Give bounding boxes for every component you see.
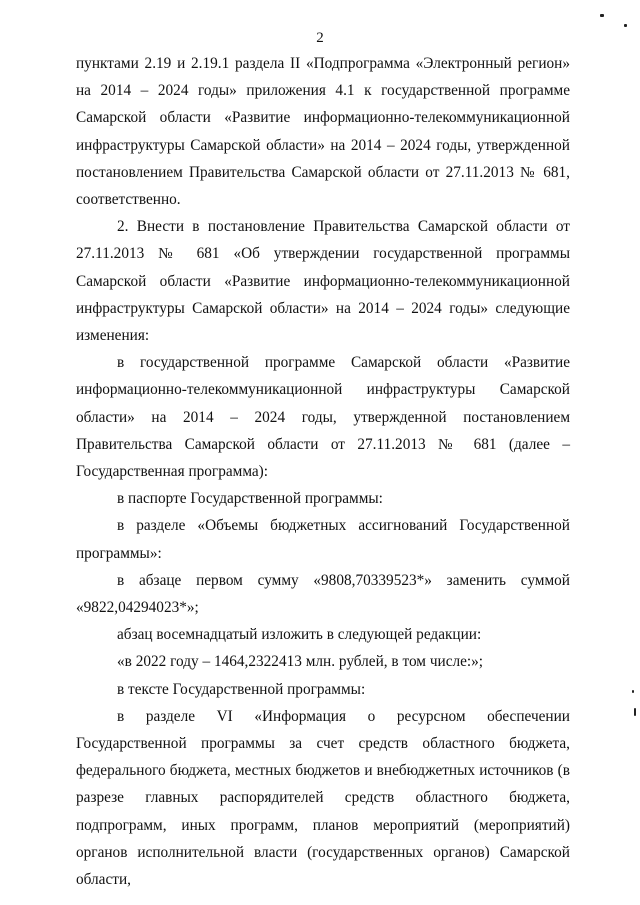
paragraph-budget-section: в разделе «Объемы бюджетных ассигнований Государственной программы»:: [76, 517, 570, 562]
paragraph-first-abzac: в абзаце первом сумму «9808,70339523*» заменить суммой «9822,04294023*»;: [76, 571, 570, 617]
page-number: 2: [316, 30, 324, 46]
scan-mark: [600, 14, 604, 17]
paragraph-continuation: пунктами 2.19 и 2.19.1 раздела II «Подпрограмма «Электронный регион» на 2014 – 2024 годы» приложения 4.1 к государственной программе Самарской области «Развитие информационно-телекоммуникационной инфраструктуры Самарской области» на 2014 – 2024 годы, утвержденной постановлением Правительства Самарской области от 27.11.2013 № 681, соответственно.: [76, 55, 570, 209]
paragraph-program-text: в тексте Государственной программы:: [117, 680, 366, 698]
paragraph-item-2: 2. Внести в постановление Правительства Самарской области от 27.11.2013 № 681 «Об утверждении государственной программы Самарской области «Развитие информационно-телекоммуникационной инфраструктуры Самарской области» на 2014 – 2024 годы» следующие изменения:: [76, 218, 570, 345]
paragraph-section-vi: в разделе VI «Информация о ресурсном обеспечении Государственной программы за счет средств областного бюджета, федерального бюджета, местных бюджетов и внебюджетных источников (в разрезе главных распорядителей средств областного бюджета, подпрограмм, иных программ, планов мероприятий (мероприятий) органов исполнительной власти (государственных органов) Самарской области,: [76, 707, 570, 889]
paragraph-eighteenth-abzac: абзац восемнадцатый изложить в следующей редакции:: [117, 626, 482, 644]
scan-mark: [624, 24, 627, 27]
scan-mark: [632, 690, 634, 693]
paragraph-2022-amount: «в 2022 году – 1464,2322413 млн. рублей, в том числе:»;: [117, 653, 484, 671]
scan-mark: [634, 708, 636, 716]
paragraph-state-program: в государственной программе Самарской области «Развитие информационно-телекоммуникационной инфраструктуры Самарской области» на 2014 – 2024 годы, утвержденной постановлением Правительства Самарской области от 27.11.2013 № 681 (далее – Государственная программа):: [76, 354, 570, 481]
document-body: [76, 50, 570, 893]
paragraph-passport: в паспорте Государственной программы:: [117, 490, 383, 508]
